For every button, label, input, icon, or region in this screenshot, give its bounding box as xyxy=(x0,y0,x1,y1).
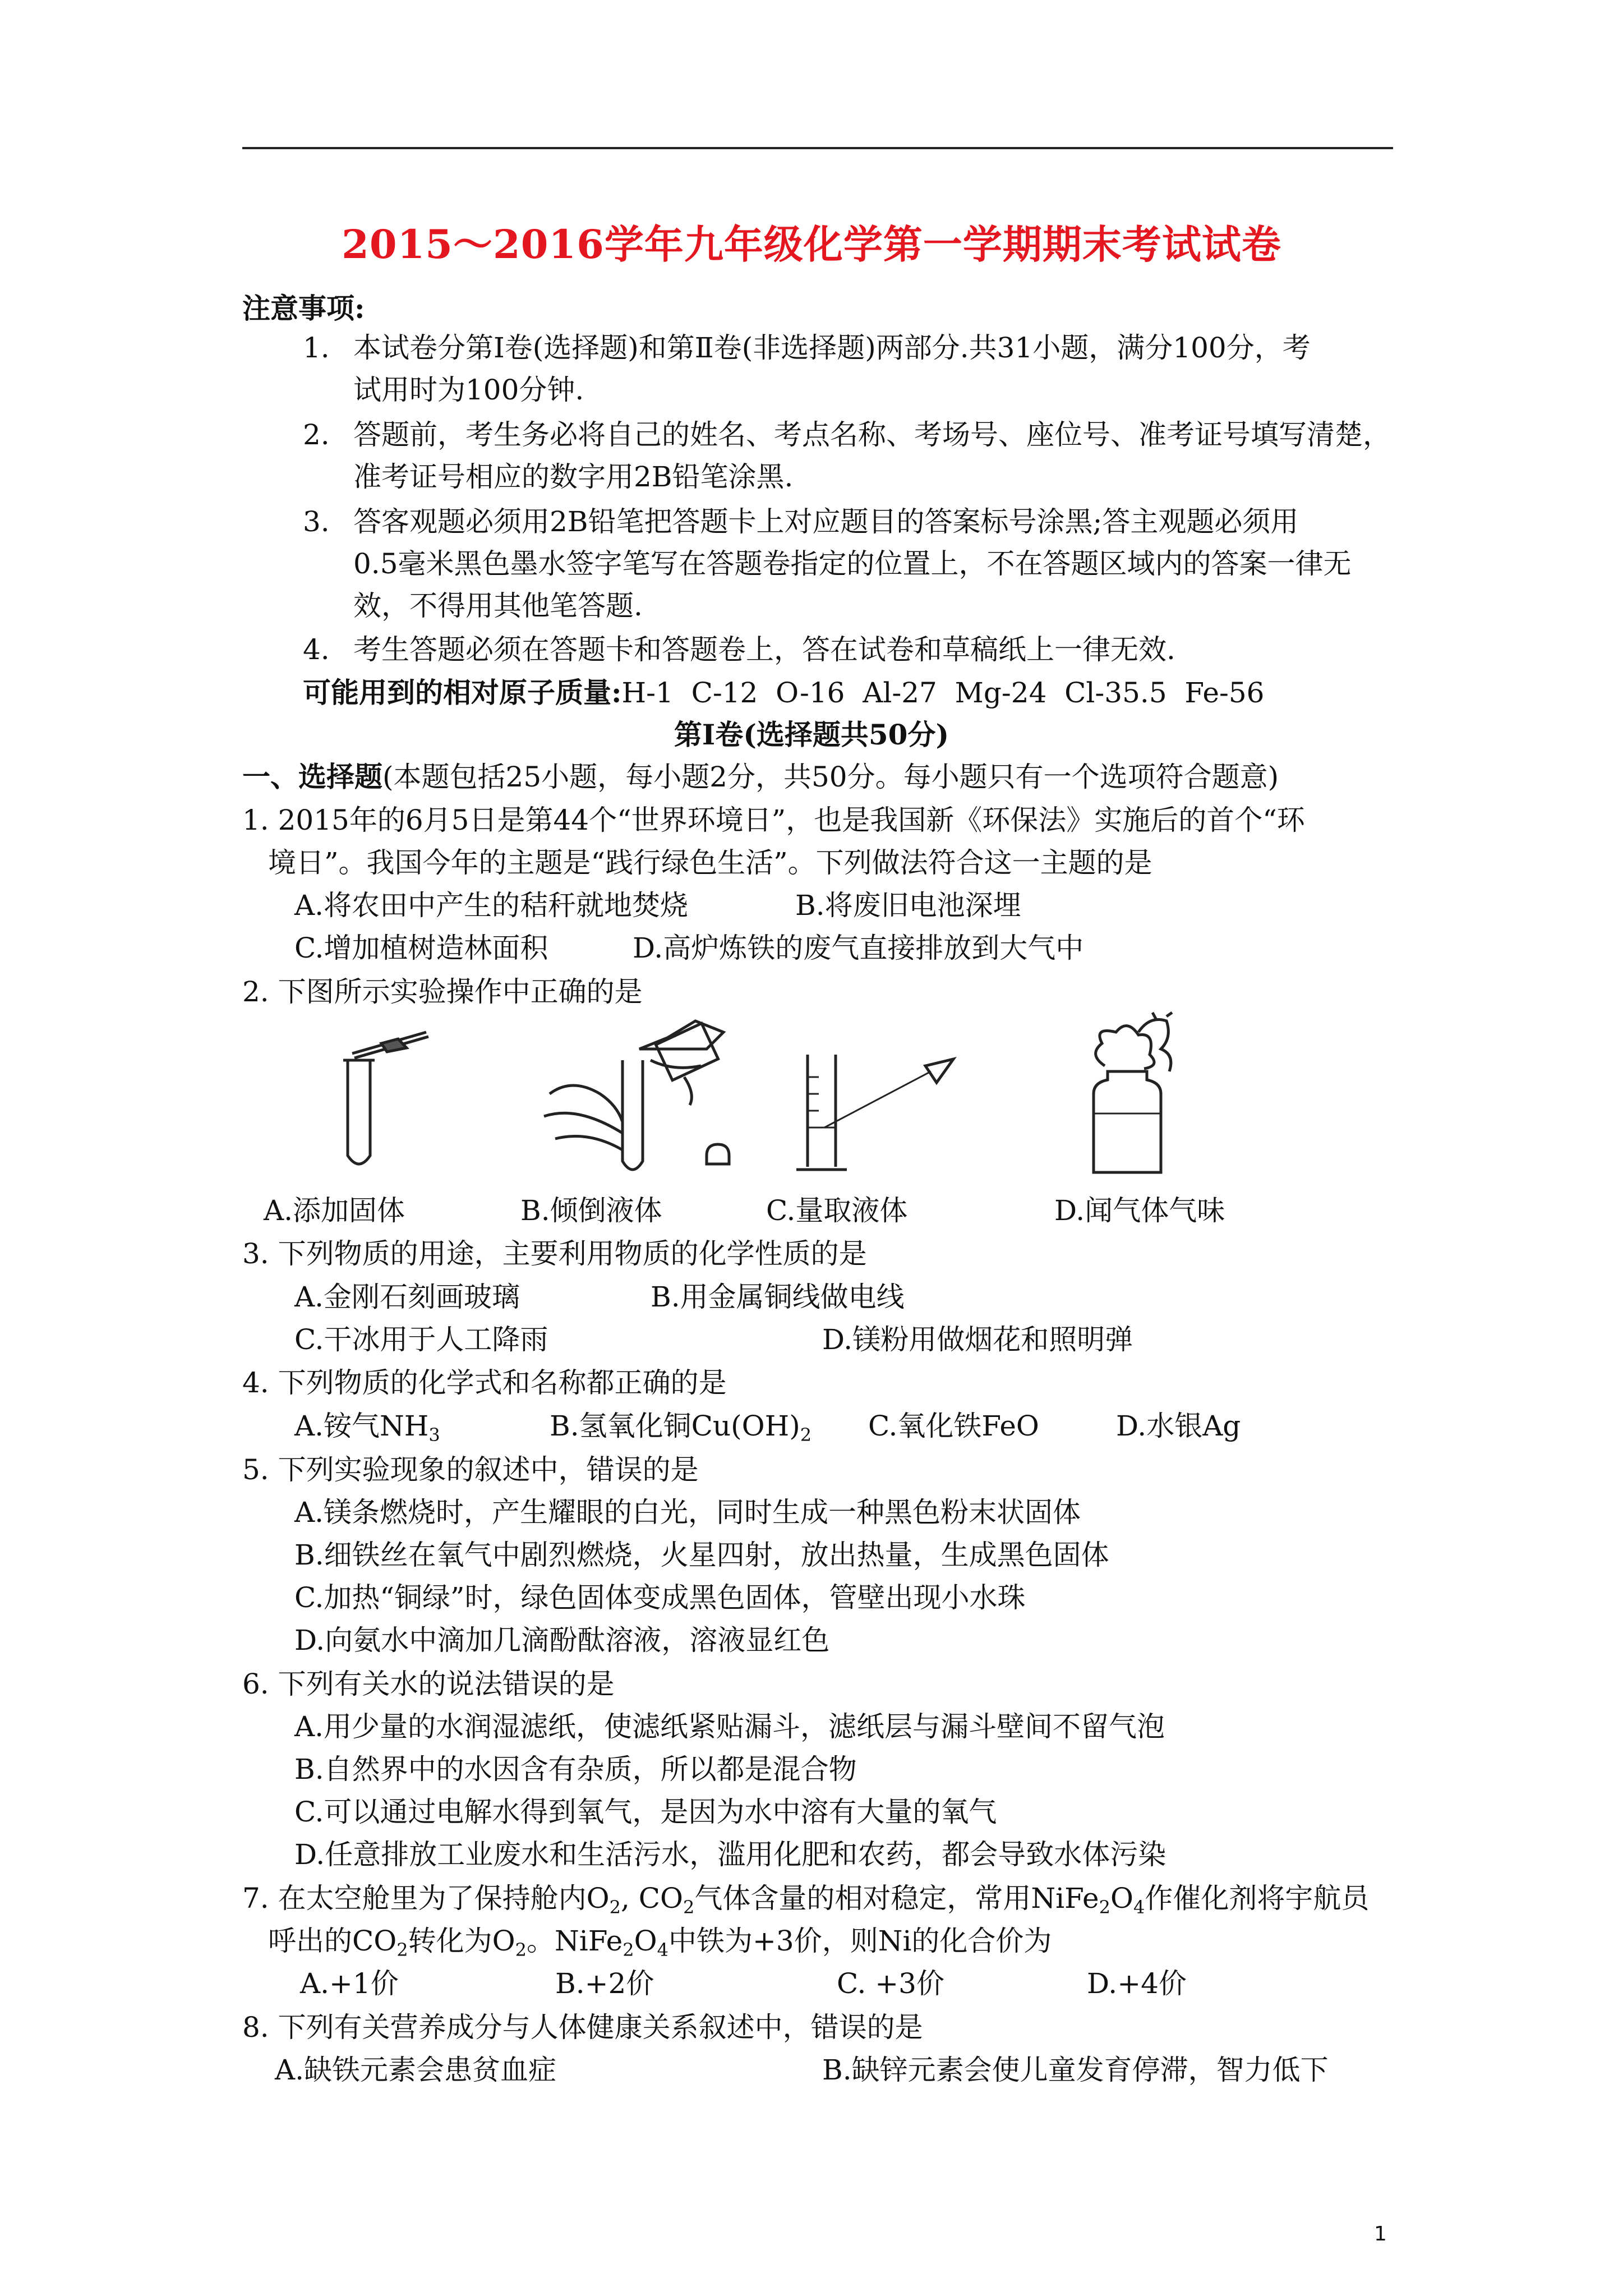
q5-option-c: C.加热“铜绿”时，绿色固体变成黑色固体，管壁出现小水珠 xyxy=(294,1581,1026,1614)
note-2-num: 2. xyxy=(303,418,330,451)
q8-stem: 8. 下列有关营养成分与人体健康关系叙述中，错误的是 xyxy=(242,2011,923,2044)
page-number: 1 xyxy=(1374,2223,1387,2246)
q3-option-d: D.镁粉用做烟花和照明弹 xyxy=(822,1323,1133,1356)
q7-option-d: D.+4价 xyxy=(1087,1967,1187,2000)
q7-sub: 2 xyxy=(396,1939,408,1961)
q7-sub: 2 xyxy=(683,1897,695,1918)
graduated-cylinder-icon xyxy=(791,1043,970,1184)
q3-stem: 3. 下列物质的用途，主要利用物质的化学性质的是 xyxy=(242,1237,867,1270)
q5-option-d: D.向氨水中滴加几滴酚酞溶液，溶液显红色 xyxy=(294,1624,830,1657)
q7-option-a: A.+1价 xyxy=(300,1967,399,2000)
q7-l2-d: O xyxy=(634,1925,657,1957)
q3-option-c: C.干冰用于人工降雨 xyxy=(294,1323,548,1356)
q2-option-a: A.添加固体 xyxy=(264,1194,405,1227)
atomic-mass-label: 可能用到的相对原子质量: xyxy=(303,676,622,709)
section1-desc: (本题包括25小题，每小题2分，共50分。每小题只有一个选项符合题意) xyxy=(382,761,1279,793)
q5-stem: 5. 下列实验现象的叙述中，错误的是 xyxy=(242,1453,699,1486)
note-3-num: 3. xyxy=(303,505,330,538)
q1-stem-line-2: 境日”。我国今年的主题是“践行绿色生活”。下列做法符合这一主题的是 xyxy=(268,846,1152,879)
q8-option-a: A.缺铁元素会患贫血症 xyxy=(275,2054,557,2086)
q3-option-a: A.金刚石刻画玻璃 xyxy=(294,1281,520,1313)
note-1-num: 1. xyxy=(303,332,330,364)
note-4-line-1: 考生答题必须在答题卡和答题卷上，答在试卷和草稿纸上一律无效. xyxy=(353,633,1175,666)
q7-sub: 4 xyxy=(657,1939,668,1961)
q1-option-b: B.将废旧电池深埋 xyxy=(795,889,1021,922)
q1-option-d: D.高炉炼铁的废气直接排放到大气中 xyxy=(633,932,1084,964)
note-1-line-1: 本试卷分第Ⅰ卷(选择题)和第Ⅱ卷(非选择题)两部分.共31小题，满分100分，考 xyxy=(353,332,1311,364)
note-4-num: 4. xyxy=(303,633,330,666)
page-title: 2015～2016学年九年级化学第一学期期末考试试卷 xyxy=(342,221,1281,268)
pouring-liquid-icon xyxy=(538,1010,774,1189)
note-2-line-1: 答题前，考生务必将自己的姓名、考点名称、考场号、座位号、准考证号填写清楚， xyxy=(353,418,1391,451)
q1-stem-line-1: 1. 2015年的6月5日是第44个“世界环境日”，也是我国新《环保法》实施后的首个“环 xyxy=(242,804,1305,836)
q7-l2-e: 中铁为+3价，则Ni的化合价为 xyxy=(668,1925,1052,1957)
part1-heading: 第Ⅰ卷(选择题共50分) xyxy=(674,718,949,751)
q7-l1-c: 气体含量的相对稳定，常用NiFe xyxy=(694,1882,1099,1915)
q7-l1-a: 7. 在太空舱里为了保持舱内O xyxy=(242,1882,610,1915)
q4-option-a xyxy=(294,1409,440,1452)
q7-sub: 4 xyxy=(1133,1897,1145,1918)
q7-option-b: B.+2价 xyxy=(555,1967,654,2000)
q7-sub: 2 xyxy=(1099,1897,1111,1918)
q4-option-a-sub: 3 xyxy=(428,1424,440,1446)
notes-heading: 注意事项: xyxy=(242,292,365,325)
gas-bottle-icon xyxy=(1054,1010,1211,1184)
q5-option-b: B.细铁丝在氧气中剧烈燃烧，火星四射，放出热量，生成黑色固体 xyxy=(294,1539,1109,1571)
q3-option-b: B.用金属铜线做电线 xyxy=(651,1281,905,1313)
q2-stem: 2. 下图所示实验操作中正确的是 xyxy=(242,976,643,1008)
q2-option-c: C.量取液体 xyxy=(766,1194,908,1227)
note-3-line-1: 答客观题必须用2B铅笔把答题卡上对应题目的答案标号涂黑;答主观题必须用 xyxy=(353,505,1299,538)
q2-option-d: D.闻气体气味 xyxy=(1054,1194,1225,1227)
q4-option-b-text: B.氢氧化铜Cu(OH) xyxy=(550,1410,800,1442)
q7-option-c: C. +3价 xyxy=(837,1967,944,2000)
q4-option-c: C.氧化铁FeO xyxy=(868,1410,1039,1442)
atomic-mass-values: H-1 C-12 O-16 Al-27 Mg-24 Cl-35.5 Fe-56 xyxy=(621,677,1265,709)
note-2-line-2: 准考证号相应的数字用2B铅笔涂黑. xyxy=(353,461,794,493)
q6-option-c: C.可以通过电解水得到氧气，是因为水中溶有大量的氧气 xyxy=(294,1796,997,1828)
q6-stem: 6. 下列有关水的说法错误的是 xyxy=(242,1668,615,1700)
q8-option-b: B.缺锌元素会使儿童发育停滞，智力低下 xyxy=(822,2054,1329,2086)
q7-l1-d: O xyxy=(1110,1882,1134,1915)
atomic-mass-line xyxy=(303,676,1265,710)
test-tube-icon xyxy=(314,1021,449,1178)
q6-option-a: A.用少量的水润湿滤纸，使滤纸紧贴漏斗，滤纸层与漏斗壁间不留气泡 xyxy=(294,1710,1165,1743)
q7-stem-line-1 xyxy=(242,1881,1369,1924)
section1-line xyxy=(242,760,1279,794)
q4-option-d: D.水银Ag xyxy=(1116,1410,1241,1442)
q5-option-a: A.镁条燃烧时，产生耀眼的白光，同时生成一种黑色粉末状固体 xyxy=(294,1496,1081,1529)
q4-option-b xyxy=(550,1409,811,1452)
note-3-line-3: 效，不得用其他笔答题. xyxy=(353,590,643,622)
q7-sub: 2 xyxy=(609,1897,621,1918)
q7-l1-e: 作催化剂将宇航员 xyxy=(1145,1882,1370,1915)
q7-stem-line-2 xyxy=(268,1924,1052,1967)
q1-option-c: C.增加植树造林面积 xyxy=(294,932,548,964)
q7-l1-b: , CO xyxy=(620,1882,683,1915)
section1-heading: 一、选择题 xyxy=(242,760,382,793)
q7-l2-c: 。NiFe xyxy=(526,1925,623,1957)
q7-sub: 2 xyxy=(623,1939,634,1961)
note-1-line-2: 试用时为100分钟. xyxy=(353,374,584,406)
note-3-line-2: 0.5毫米黑色墨水签字笔写在答题卷指定的位置上，不在答题区域内的答案一律无 xyxy=(353,547,1352,580)
q7-l2-a: 呼出的CO xyxy=(268,1925,397,1957)
q2-option-b: B.倾倒液体 xyxy=(520,1194,662,1227)
q4-option-b-sub: 2 xyxy=(800,1424,812,1446)
q6-option-b: B.自然界中的水因含有杂质，所以都是混合物 xyxy=(294,1753,857,1786)
q4-option-a-text: A.铵气NH xyxy=(294,1410,429,1442)
q7-l2-b: 转化为O xyxy=(408,1925,515,1957)
q6-option-d: D.任意排放工业废水和生活污水，滥用化肥和农药，都会导致水体污染 xyxy=(294,1838,1166,1871)
q1-option-a: A.将农田中产生的秸秆就地焚烧 xyxy=(294,889,689,922)
header-rule xyxy=(242,147,1393,149)
q7-sub: 2 xyxy=(515,1939,527,1961)
q4-stem: 4. 下列物质的化学式和名称都正确的是 xyxy=(242,1366,727,1399)
